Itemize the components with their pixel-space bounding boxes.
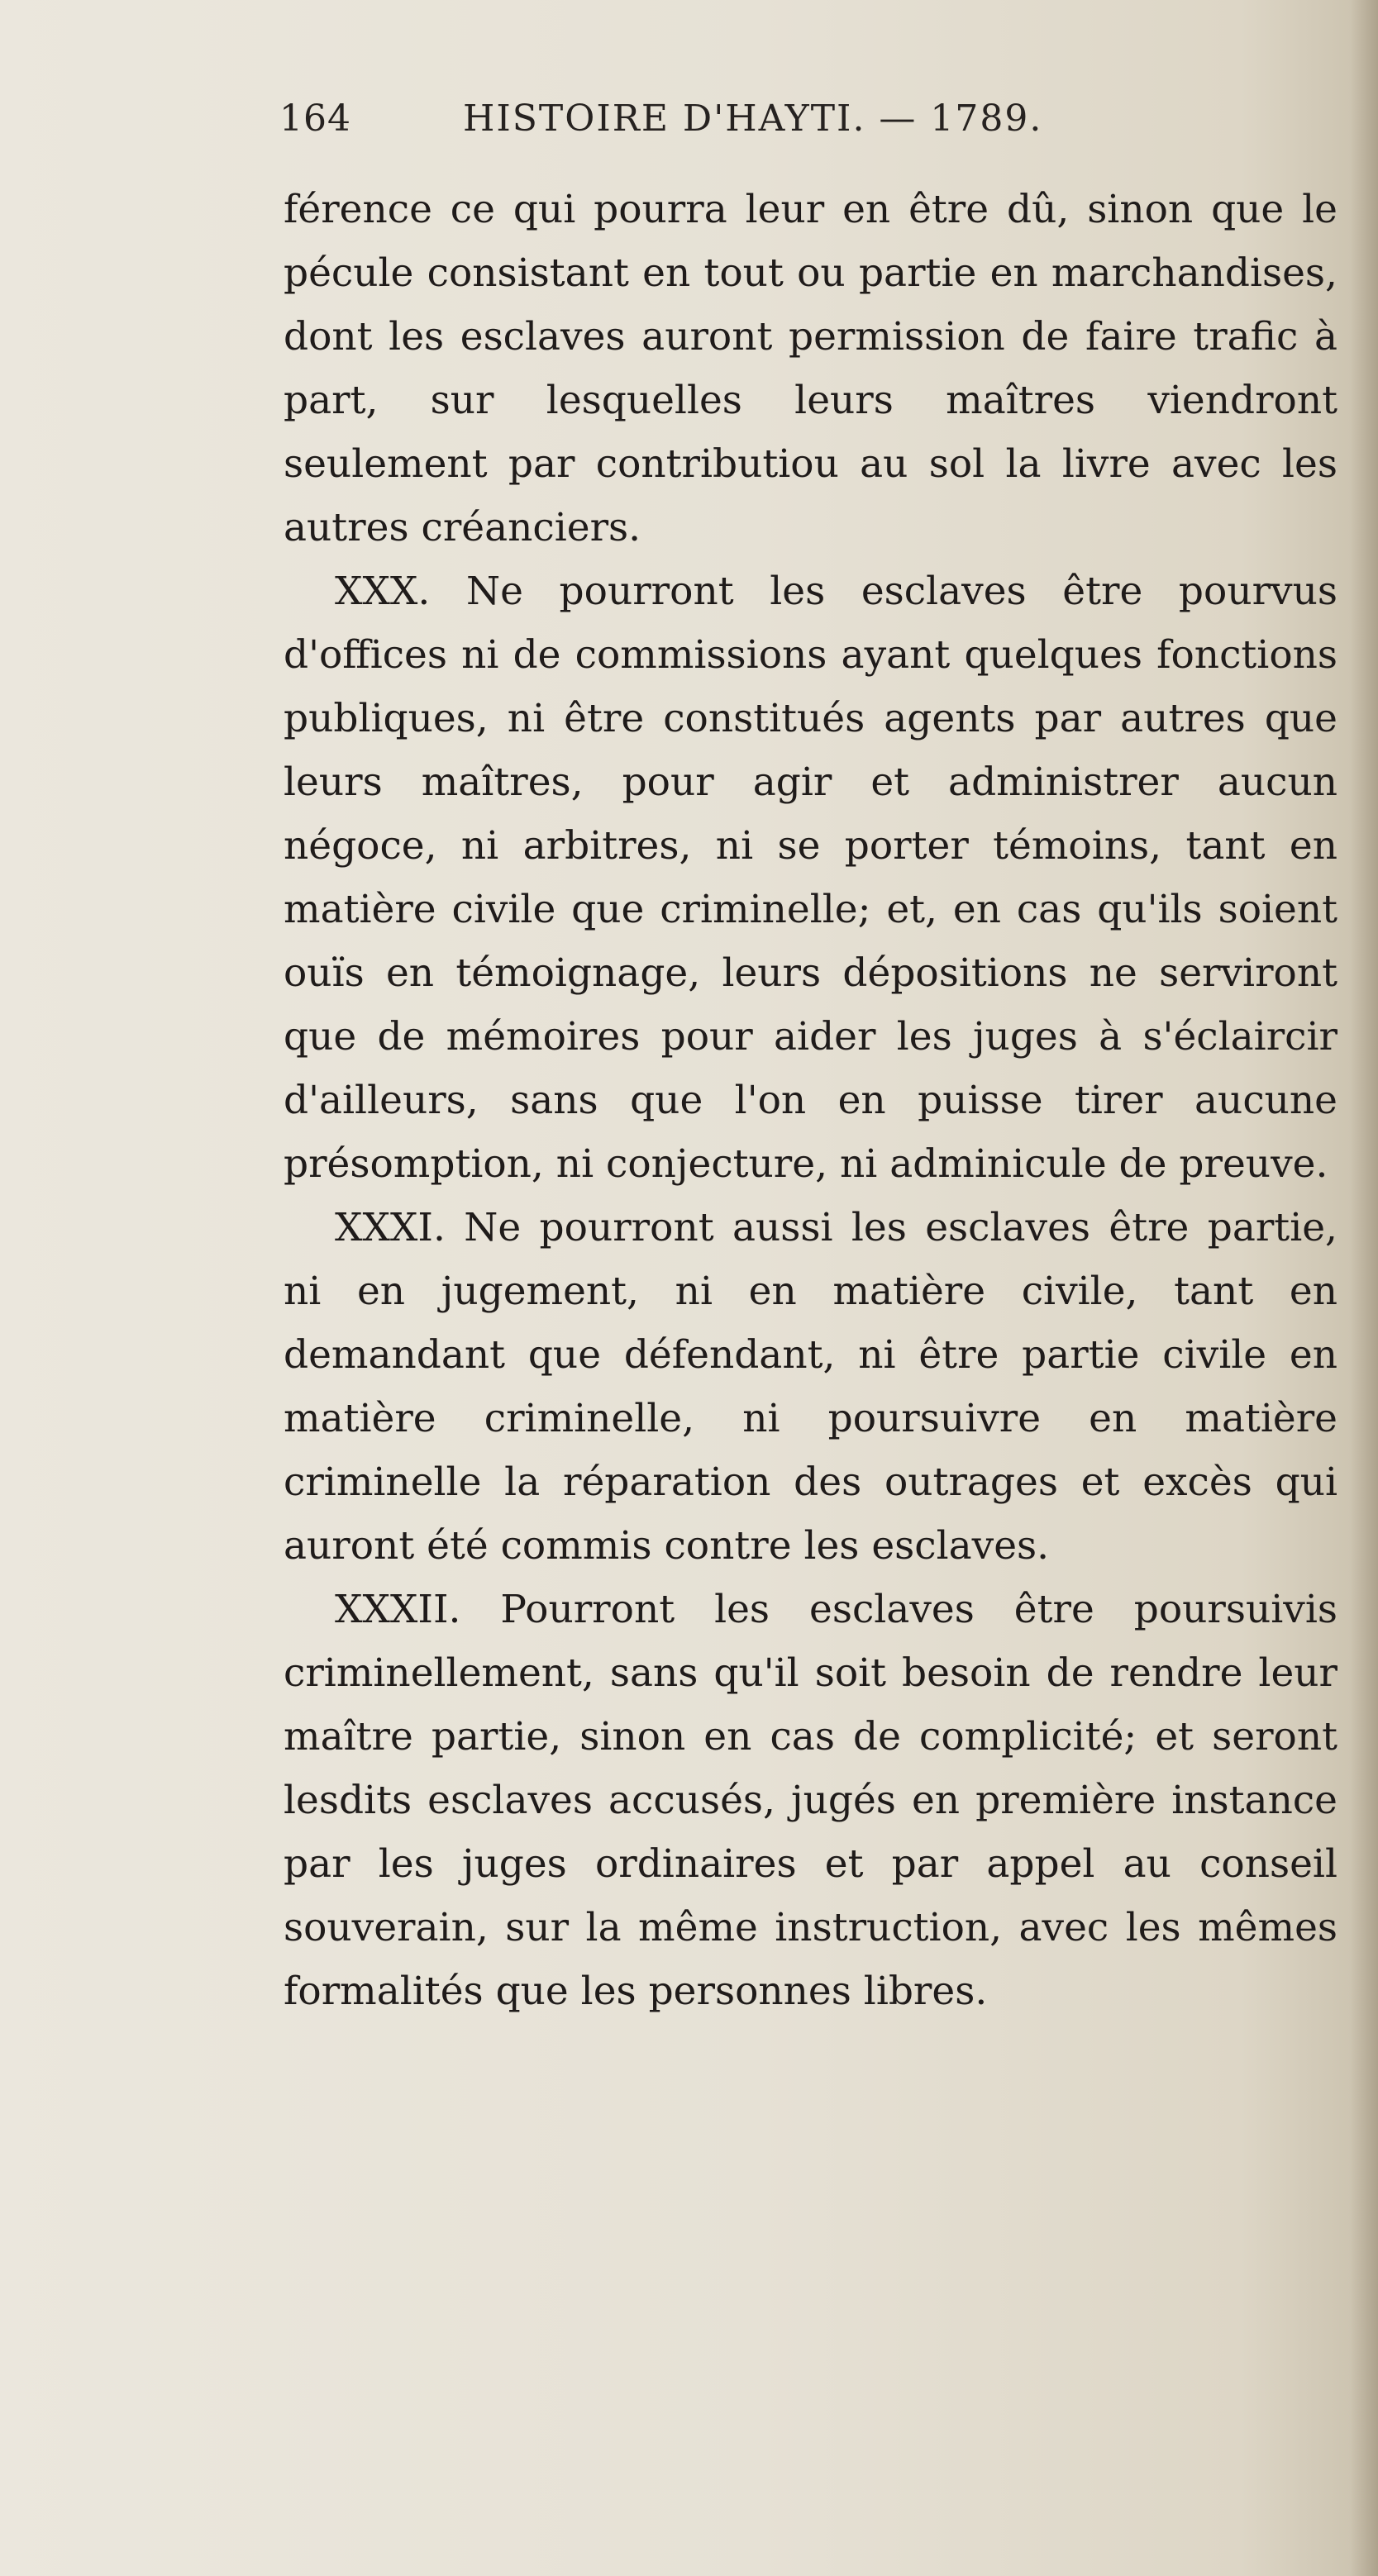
running-title: HISTOIRE D'HAYTI. — 1789.: [463, 98, 1043, 140]
page-edge-shadow: [1350, 0, 1378, 2576]
paragraph-article-xxx: XXX. Ne pourront les esclaves être pourvus d'offices ni de commissions ayant quelques fonctions publiques, ni être constitués agents par autres que leurs maîtres, pour agir et administrer aucun négoce, ni arbitres, ni se porter témoins, tant en matière civile que criminelle; et, en cas qu'ils soient ouïs en témoignage, leurs dépositions ne serviront que de mémoires pour aider les juges à s'éclaircir d'ailleurs, sans que l'on en puisse tirer aucune présomption, ni conjecture, ni adminicule de preuve.: [284, 569, 1337, 1187]
body-text: [284, 178, 1337, 2023]
paragraph-article-xxxii: XXXII. Pourront les esclaves être poursuivis criminellement, sans qu'il soit besoin de rendre leur maître partie, sinon en cas de complicité; et seront lesdits esclaves accusés, jugés en première instance par les juges ordinaires et par appel au conseil souverain, sur la même instruction, avec les mêmes formalités que les personnes libres.: [284, 1587, 1337, 2014]
paragraph-article-xxxi: XXXI. Ne pourront aussi les esclaves être partie, ni en jugement, ni en matière civile, tant en demandant que défendant, ni être partie civile en matière criminelle, ni poursuivre en matière criminelle la réparation des outrages et excès qui auront été commis contre les esclaves.: [284, 1205, 1337, 1569]
paragraph-continuation: férence ce qui pourra leur en être dû, sinon que le pécule consistant en tout ou partie en marchandises, dont les esclaves auront permission de faire trafic à part, sur lesquelles leurs maîtres viendront seulement par contributiou au sol la livre avec les autres créanciers.: [284, 187, 1337, 550]
page-number: 164: [279, 98, 351, 140]
page-header: [279, 89, 1189, 155]
